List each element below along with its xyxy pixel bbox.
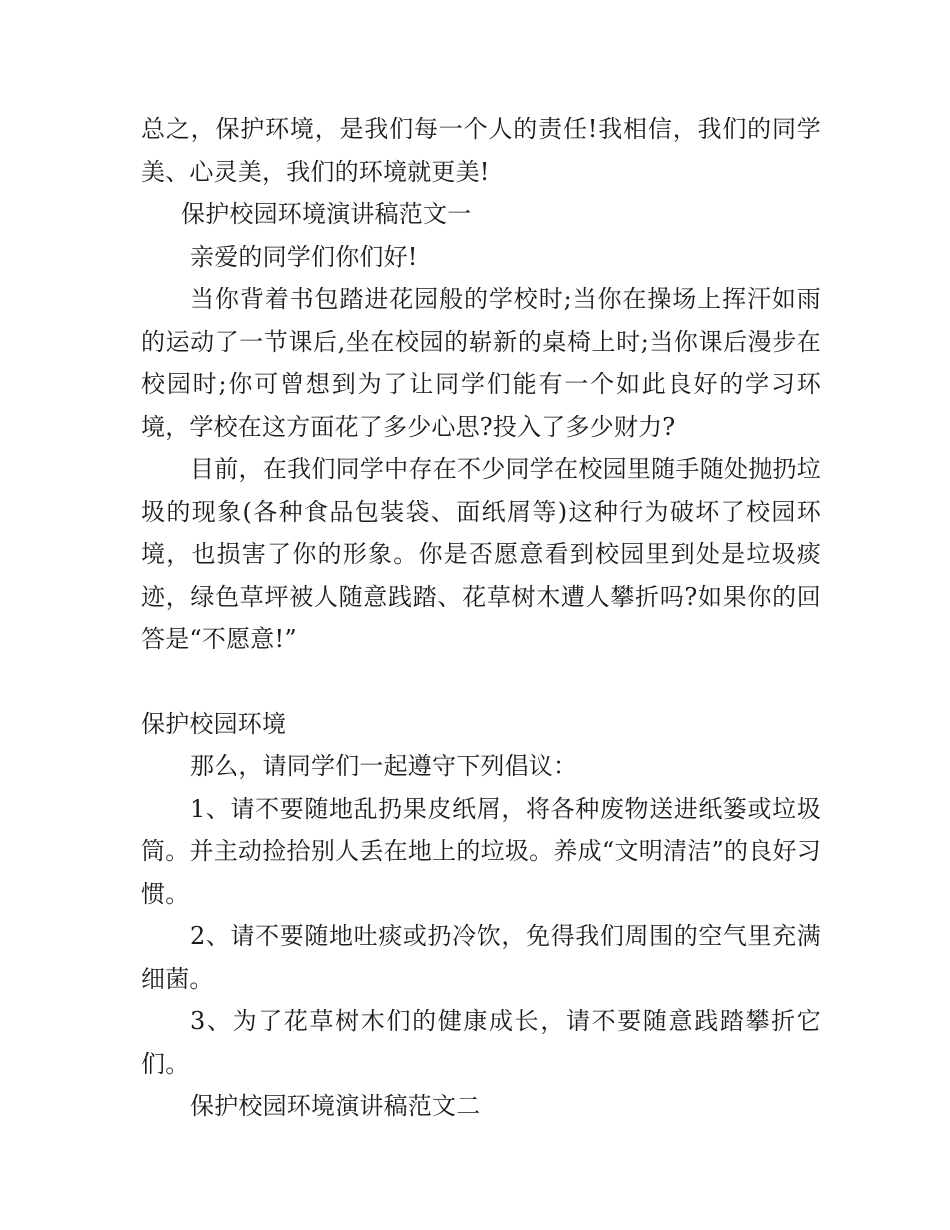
proposal-item-1: 1、请不要随地乱扔果皮纸屑，将各种废物送进纸篓或垃圾筒。并主动捡拾别人丢在地上的垃圾。养成“文明清洁”的良好习惯。 xyxy=(141,794,821,908)
paragraph-conclusion: 总之，保护环境，是我们每一个人的责任!我相信，我们的同学美、心灵美，我们的环境就更美! xyxy=(141,115,821,186)
proposal-item-2: 2、请不要随地吐痰或扔冷饮，免得我们周围的空气里充满细菌。 xyxy=(141,922,821,993)
section-title: 保护校园环境 xyxy=(141,709,287,738)
paragraph-littering-problem: 目前，在我们同学中存在不少同学在校园里随手随处抛扔垃圾的现象(各种食品包装袋、面纸屑等)这种行为破坏了校园环境，也损害了你的形象。你是否愿意看到校园里到处是垃圾痰迹，绿色草坪被人随意践踏、花草树木遭人攀折吗?如果你的回答是“不愿意!” xyxy=(141,455,821,653)
paragraph-school-scene: 当你背着书包踏进花园般的学校时;当你在操场上挥汗如雨的运动了一节课后,坐在校园的崭新的桌椅上时;当你课后漫步在校园时;你可曾想到为了让同学们能有一个如此良好的学习环境，学校在这方面花了多少心思?投入了多少财力? xyxy=(141,285,821,441)
heading-sample-two: 保护校园环境演讲稿范文二 xyxy=(190,1092,481,1120)
paragraph-spacer xyxy=(141,661,821,703)
paragraph-greeting: 亲爱的同学们你们好! xyxy=(190,242,418,271)
heading-sample-one: 保护校园环境演讲稿范文一 xyxy=(181,200,472,228)
proposal-item-3: 3、为了花草树木们的健康成长，请不要随意践踏攀折它们。 xyxy=(141,1007,821,1078)
document-body xyxy=(141,108,821,1128)
paragraph-proposal-intro: 那么，请同学们一起遵守下列倡议： xyxy=(190,752,578,780)
